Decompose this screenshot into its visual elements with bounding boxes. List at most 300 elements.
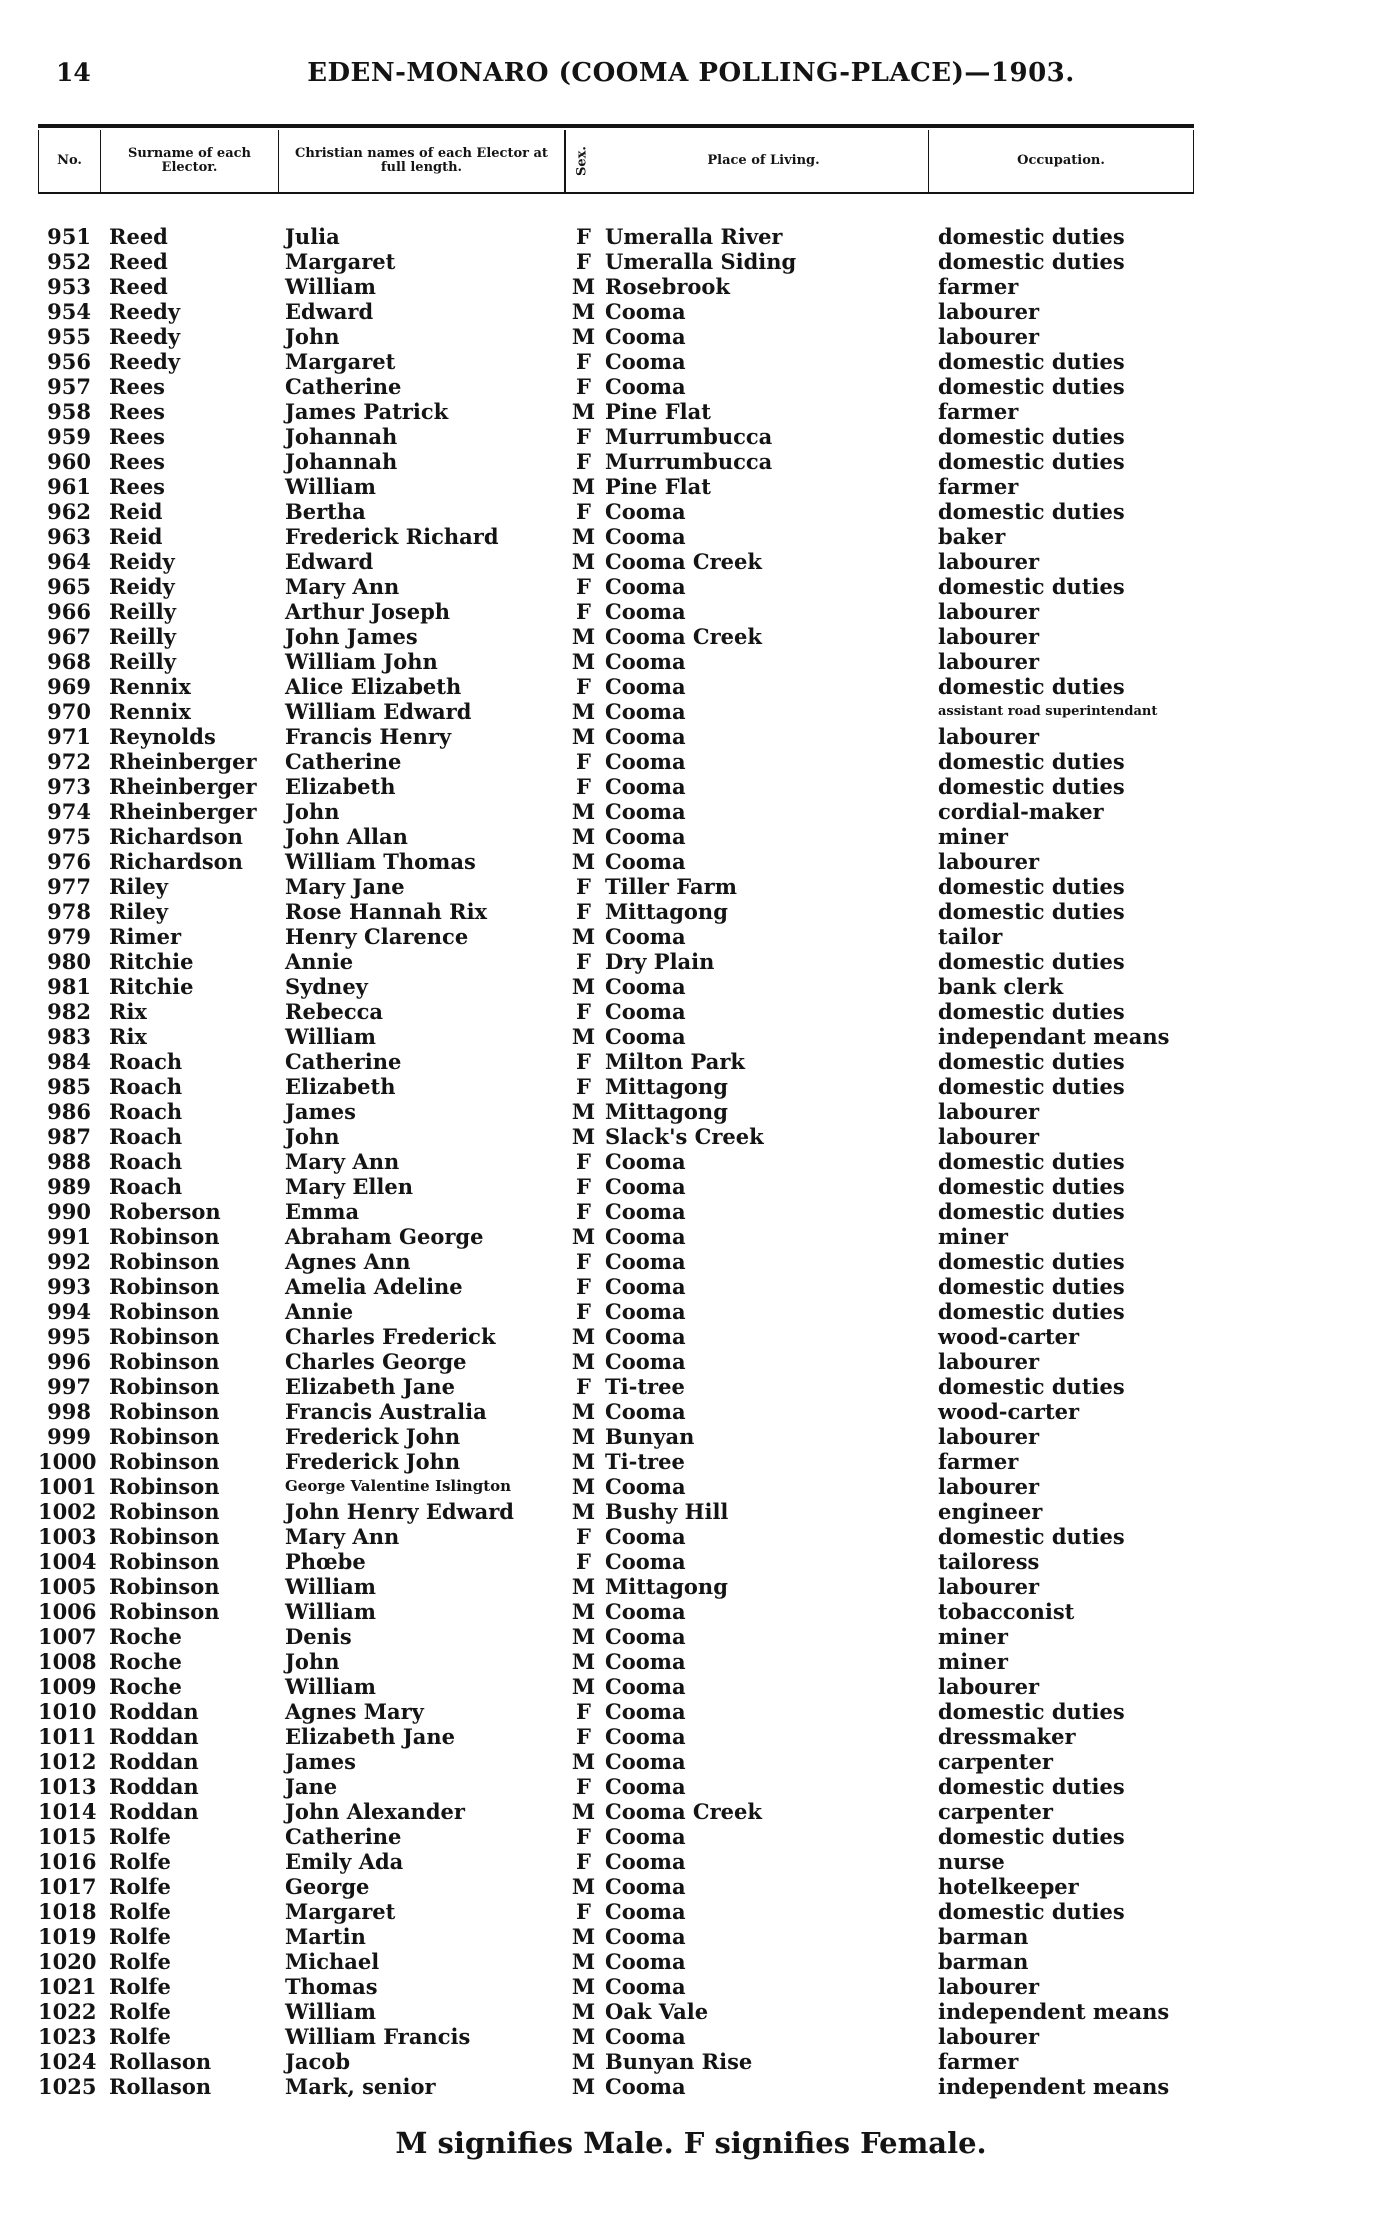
elector-number: 1003 xyxy=(38,1524,97,1549)
elector-christian-names: Abraham George xyxy=(285,1224,484,1249)
elector-surname: Reedy xyxy=(109,299,181,324)
elector-place: Cooma xyxy=(605,574,686,599)
elector-christian-names: John Alexander xyxy=(285,1799,465,1824)
elector-occupation: domestic duties xyxy=(938,1199,1125,1224)
table-row xyxy=(38,424,1194,449)
elector-occupation: domestic duties xyxy=(938,999,1125,1024)
elector-occupation: farmer xyxy=(938,399,1019,424)
elector-place: Rosebrook xyxy=(605,274,730,299)
elector-place: Cooma xyxy=(605,374,686,399)
elector-sex: F xyxy=(576,949,591,974)
elector-surname: Robinson xyxy=(109,1549,220,1574)
elector-surname: Rix xyxy=(109,999,147,1024)
elector-place: Milton Park xyxy=(605,1049,745,1074)
elector-place: Cooma xyxy=(605,1749,686,1774)
elector-occupation: domestic duties xyxy=(938,874,1125,899)
elector-surname: Rolfe xyxy=(109,1824,171,1849)
elector-number: 951 xyxy=(47,224,91,249)
table-row xyxy=(38,2024,1194,2049)
elector-number: 984 xyxy=(47,1049,91,1074)
elector-place: Cooma xyxy=(605,299,686,324)
elector-occupation: domestic duties xyxy=(938,949,1125,974)
elector-number: 1011 xyxy=(38,1724,97,1749)
elector-place: Cooma xyxy=(605,1149,686,1174)
elector-place: Cooma xyxy=(605,1324,686,1349)
elector-sex: M xyxy=(571,1399,596,1424)
elector-surname: Rees xyxy=(109,399,165,424)
elector-surname: Reidy xyxy=(109,574,175,599)
elector-surname: Roach xyxy=(109,1074,183,1099)
elector-place: Mittagong xyxy=(605,1074,728,1099)
elector-place: Cooma Creek xyxy=(605,624,762,649)
elector-sex: M xyxy=(571,2024,596,2049)
elector-number: 1006 xyxy=(38,1599,97,1624)
table-row xyxy=(38,699,1194,724)
elector-christian-names: Denis xyxy=(285,1624,352,1649)
elector-place: Cooma xyxy=(605,1024,686,1049)
elector-place: Oak Vale xyxy=(605,1999,709,2024)
elector-sex: M xyxy=(571,1224,596,1249)
elector-occupation: labourer xyxy=(938,649,1040,674)
elector-occupation: carpenter xyxy=(938,1799,1053,1824)
elector-sex: F xyxy=(576,874,591,899)
page-number: 14 xyxy=(56,58,91,87)
elector-occupation: domestic duties xyxy=(938,1049,1125,1074)
elector-occupation: labourer xyxy=(938,599,1040,624)
elector-sex: M xyxy=(571,1924,596,1949)
elector-surname: Robinson xyxy=(109,1574,220,1599)
elector-christian-names: Mary Ann xyxy=(285,574,400,599)
elector-surname: Rollason xyxy=(109,2074,212,2099)
elector-occupation: independant means xyxy=(938,1024,1170,1049)
elector-sex: M xyxy=(571,1674,596,1699)
elector-sex: M xyxy=(571,699,596,724)
elector-number: 1010 xyxy=(38,1699,97,1724)
elector-christian-names: Arthur Joseph xyxy=(285,599,451,624)
elector-christian-names: Frederick John xyxy=(285,1449,461,1474)
page-header xyxy=(0,58,1382,98)
elector-occupation: cordial-maker xyxy=(938,799,1104,824)
elector-place: Cooma Creek xyxy=(605,549,762,574)
elector-christian-names: Francis Australia xyxy=(285,1399,487,1424)
elector-christian-names: Margaret xyxy=(285,349,396,374)
elector-sex: M xyxy=(571,1349,596,1374)
elector-christian-names: John xyxy=(285,324,340,349)
elector-sex: F xyxy=(576,674,591,699)
table-row xyxy=(38,574,1194,599)
elector-occupation: labourer xyxy=(938,724,1040,749)
elector-number: 969 xyxy=(47,674,91,699)
elector-christian-names: Mary Ann xyxy=(285,1524,400,1549)
elector-christian-names: William xyxy=(285,1024,376,1049)
elector-sex: M xyxy=(571,1499,596,1524)
elector-occupation: bank clerk xyxy=(938,974,1064,999)
elector-christian-names: William xyxy=(285,1999,376,2024)
elector-number: 966 xyxy=(47,599,91,624)
elector-sex: F xyxy=(576,1549,591,1574)
elector-place: Cooma xyxy=(605,1849,686,1874)
elector-surname: Rees xyxy=(109,374,165,399)
elector-surname: Rheinberger xyxy=(109,799,257,824)
elector-place: Cooma xyxy=(605,1899,686,1924)
table-row xyxy=(38,849,1194,874)
elector-surname: Reynolds xyxy=(109,724,216,749)
elector-number: 1022 xyxy=(38,1999,97,2024)
elector-sex: M xyxy=(571,1574,596,1599)
elector-christian-names: John Allan xyxy=(285,824,408,849)
elector-surname: Roche xyxy=(109,1649,182,1674)
elector-sex: M xyxy=(571,1999,596,2024)
sex-legend: M signifies Male. F signifies Female. xyxy=(395,2126,987,2160)
elector-occupation: labourer xyxy=(938,1674,1040,1699)
elector-christian-names: William xyxy=(285,1574,376,1599)
elector-christian-names: Johannah xyxy=(285,424,398,449)
elector-place: Murrumbucca xyxy=(605,424,773,449)
elector-christian-names: Michael xyxy=(285,1949,380,1974)
table-row xyxy=(38,874,1194,899)
elector-sex: F xyxy=(576,249,591,274)
elector-sex: F xyxy=(576,224,591,249)
elector-number: 1007 xyxy=(38,1624,97,1649)
elector-number: 968 xyxy=(47,649,91,674)
table-row xyxy=(38,624,1194,649)
elector-christian-names: Agnes Mary xyxy=(285,1699,424,1724)
elector-christian-names: John Henry Edward xyxy=(285,1499,514,1524)
elector-sex: M xyxy=(571,1124,596,1149)
elector-christian-names: Edward xyxy=(285,549,374,574)
elector-occupation: labourer xyxy=(938,549,1040,574)
elector-sex: M xyxy=(571,1324,596,1349)
elector-number: 970 xyxy=(47,699,91,724)
elector-christian-names: James Patrick xyxy=(285,399,449,424)
table-row xyxy=(38,449,1194,474)
table-row xyxy=(38,1774,1194,1799)
elector-christian-names: John xyxy=(285,799,340,824)
elector-place: Cooma xyxy=(605,799,686,824)
table-row xyxy=(38,799,1194,824)
elector-occupation: miner xyxy=(938,1624,1008,1649)
elector-place: Cooma xyxy=(605,1274,686,1299)
elector-occupation: carpenter xyxy=(938,1749,1053,1774)
elector-number: 962 xyxy=(47,499,91,524)
elector-christian-names: Elizabeth Jane xyxy=(285,1374,455,1399)
elector-surname: Rheinberger xyxy=(109,774,257,799)
elector-sex: M xyxy=(571,1424,596,1449)
elector-place: Cooma xyxy=(605,974,686,999)
table-row xyxy=(38,1974,1194,1999)
elector-place: Cooma xyxy=(605,1924,686,1949)
elector-occupation: domestic duties xyxy=(938,1774,1125,1799)
table-row xyxy=(38,324,1194,349)
table-row xyxy=(38,724,1194,749)
elector-christian-names: William John xyxy=(285,649,438,674)
elector-place: Bunyan xyxy=(605,1424,695,1449)
elector-christian-names: Johannah xyxy=(285,449,398,474)
elector-christian-names: Henry Clarence xyxy=(285,924,469,949)
elector-number: 963 xyxy=(47,524,91,549)
table-row xyxy=(38,749,1194,774)
elector-number: 1025 xyxy=(38,2074,97,2099)
elector-christian-names: James xyxy=(285,1099,356,1124)
elector-sex: M xyxy=(571,1449,596,1474)
elector-occupation: labourer xyxy=(938,1974,1040,1999)
elector-christian-names: Agnes Ann xyxy=(285,1249,411,1274)
elector-surname: Rix xyxy=(109,1024,147,1049)
elector-sex: M xyxy=(571,1599,596,1624)
elector-number: 975 xyxy=(47,824,91,849)
elector-place: Cooma xyxy=(605,1974,686,1999)
page-title: EDEN-MONARO (COOMA POLLING-PLACE)—1903. xyxy=(307,58,1075,88)
elector-surname: Reidy xyxy=(109,549,175,574)
elector-occupation: domestic duties xyxy=(938,1249,1125,1274)
elector-place: Bushy Hill xyxy=(605,1499,729,1524)
elector-christian-names: Frederick John xyxy=(285,1424,461,1449)
elector-occupation: tailor xyxy=(938,924,1003,949)
table-row xyxy=(38,274,1194,299)
elector-sex: F xyxy=(576,599,591,624)
elector-christian-names: George Valentine Islington xyxy=(285,1477,512,1495)
elector-surname: Rees xyxy=(109,474,165,499)
elector-occupation: barman xyxy=(938,1924,1029,1949)
elector-occupation: domestic duties xyxy=(938,674,1125,699)
elector-sex: M xyxy=(571,924,596,949)
col-header-occupation: Occupation. xyxy=(929,130,1194,192)
elector-number: 1002 xyxy=(38,1499,97,1524)
elector-place: Mittagong xyxy=(605,1574,728,1599)
elector-place: Bunyan Rise xyxy=(605,2049,753,2074)
elector-number: 1017 xyxy=(38,1874,97,1899)
elector-number: 957 xyxy=(47,374,91,399)
elector-number: 1019 xyxy=(38,1924,97,1949)
elector-occupation: domestic duties xyxy=(938,749,1125,774)
elector-place: Cooma xyxy=(605,1824,686,1849)
elector-surname: Rolfe xyxy=(109,1924,171,1949)
col-header-surname: Surname of each Elector. xyxy=(101,130,279,192)
elector-surname: Roddan xyxy=(109,1749,199,1774)
table-row xyxy=(38,549,1194,574)
elector-surname: Reilly xyxy=(109,599,176,624)
elector-surname: Robinson xyxy=(109,1299,220,1324)
elector-occupation: nurse xyxy=(938,1849,1005,1874)
table-row xyxy=(38,1199,1194,1224)
elector-place: Cooma xyxy=(605,1249,686,1274)
elector-place: Tiller Farm xyxy=(605,874,737,899)
column-headers xyxy=(38,130,1194,194)
elector-christian-names: William xyxy=(285,274,376,299)
elector-surname: Ritchie xyxy=(109,974,194,999)
elector-place: Cooma xyxy=(605,1224,686,1249)
elector-sex: F xyxy=(576,499,591,524)
elector-occupation: wood-carter xyxy=(938,1324,1080,1349)
elector-place: Cooma xyxy=(605,1524,686,1549)
elector-surname: Reed xyxy=(109,274,168,299)
table-row xyxy=(38,974,1194,999)
elector-number: 976 xyxy=(47,849,91,874)
elector-occupation: domestic duties xyxy=(938,374,1125,399)
elector-occupation: labourer xyxy=(938,1124,1040,1149)
elector-sex: F xyxy=(576,1274,591,1299)
col-header-sex: Sex. xyxy=(565,130,599,192)
elector-sex: F xyxy=(576,1299,591,1324)
elector-occupation: domestic duties xyxy=(938,574,1125,599)
elector-christian-names: Catherine xyxy=(285,374,402,399)
elector-surname: Rees xyxy=(109,424,165,449)
elector-christian-names: Jacob xyxy=(285,2049,351,2074)
elector-sex: M xyxy=(571,1099,596,1124)
table-row xyxy=(38,924,1194,949)
elector-number: 999 xyxy=(47,1424,91,1449)
table-row xyxy=(38,1274,1194,1299)
elector-place: Cooma xyxy=(605,1624,686,1649)
elector-number: 1000 xyxy=(38,1449,97,1474)
elector-christian-names: James xyxy=(285,1749,356,1774)
elector-number: 1012 xyxy=(38,1749,97,1774)
elector-number: 955 xyxy=(47,324,91,349)
elector-number: 980 xyxy=(47,949,91,974)
elector-number: 1021 xyxy=(38,1974,97,1999)
elector-place: Cooma xyxy=(605,499,686,524)
elector-place: Cooma xyxy=(605,1699,686,1724)
table-row xyxy=(38,1499,1194,1524)
elector-christian-names: Mary Ellen xyxy=(285,1174,414,1199)
elector-sex: M xyxy=(571,274,596,299)
table-row xyxy=(38,1574,1194,1599)
table-row xyxy=(38,499,1194,524)
elector-occupation: independent means xyxy=(938,2074,1170,2099)
elector-sex: M xyxy=(571,2074,596,2099)
elector-place: Cooma xyxy=(605,1949,686,1974)
table-row xyxy=(38,1474,1194,1499)
elector-occupation: domestic duties xyxy=(938,1374,1125,1399)
table-row xyxy=(38,1449,1194,1474)
table-row xyxy=(38,599,1194,624)
elector-surname: Reid xyxy=(109,524,163,549)
elector-place: Ti-tree xyxy=(605,1449,685,1474)
elector-place: Cooma xyxy=(605,2074,686,2099)
elector-number: 960 xyxy=(47,449,91,474)
elector-number: 991 xyxy=(47,1224,91,1249)
elector-surname: Roach xyxy=(109,1049,183,1074)
elector-occupation: labourer xyxy=(938,1474,1040,1499)
elector-number: 981 xyxy=(47,974,91,999)
elector-number: 998 xyxy=(47,1399,91,1424)
elector-surname: Robinson xyxy=(109,1249,220,1274)
col-header-no: No. xyxy=(38,130,101,192)
elector-occupation: hotelkeeper xyxy=(938,1874,1079,1899)
elector-place: Cooma xyxy=(605,2024,686,2049)
elector-occupation: farmer xyxy=(938,474,1019,499)
elector-christian-names: Jane xyxy=(285,1774,338,1799)
elector-number: 965 xyxy=(47,574,91,599)
table-row xyxy=(38,1949,1194,1974)
elector-number: 958 xyxy=(47,399,91,424)
elector-occupation: labourer xyxy=(938,624,1040,649)
elector-place: Cooma xyxy=(605,1649,686,1674)
table-row xyxy=(38,1224,1194,1249)
elector-place: Murrumbucca xyxy=(605,449,773,474)
elector-christian-names: Mary Jane xyxy=(285,874,405,899)
elector-occupation: miner xyxy=(938,1224,1008,1249)
elector-place: Cooma xyxy=(605,1349,686,1374)
elector-sex: F xyxy=(576,1149,591,1174)
elector-surname: Roberson xyxy=(109,1199,221,1224)
elector-number: 1014 xyxy=(38,1799,97,1824)
elector-sex: M xyxy=(571,1024,596,1049)
elector-sex: F xyxy=(576,449,591,474)
elector-place: Cooma xyxy=(605,1674,686,1699)
elector-occupation: farmer xyxy=(938,1449,1019,1474)
elector-christian-names: Charles Frederick xyxy=(285,1324,496,1349)
table-row xyxy=(38,1024,1194,1049)
table-row xyxy=(38,1899,1194,1924)
elector-sex: M xyxy=(571,524,596,549)
elector-number: 961 xyxy=(47,474,91,499)
elector-sex: M xyxy=(571,824,596,849)
elector-occupation: labourer xyxy=(938,299,1040,324)
elector-christian-names: Catherine xyxy=(285,1049,402,1074)
elector-sex: M xyxy=(571,399,596,424)
elector-place: Cooma xyxy=(605,1874,686,1899)
col-header-place: Place of Living. xyxy=(599,130,929,192)
elector-occupation: domestic duties xyxy=(938,1174,1125,1199)
elector-place: Cooma xyxy=(605,349,686,374)
table-row xyxy=(38,1324,1194,1349)
elector-sex: F xyxy=(576,374,591,399)
elector-occupation: farmer xyxy=(938,2049,1019,2074)
elector-occupation: domestic duties xyxy=(938,424,1125,449)
elector-surname: Roddan xyxy=(109,1724,199,1749)
elector-surname: Robinson xyxy=(109,1499,220,1524)
elector-christian-names: Annie xyxy=(285,949,354,974)
table-row xyxy=(38,1874,1194,1899)
elector-surname: Richardson xyxy=(109,824,243,849)
elector-place: Cooma xyxy=(605,774,686,799)
elector-place: Cooma xyxy=(605,1199,686,1224)
table-row xyxy=(38,1349,1194,1374)
elector-place: Cooma xyxy=(605,524,686,549)
elector-surname: Rolfe xyxy=(109,1899,171,1924)
elector-place: Mittagong xyxy=(605,899,728,924)
elector-number: 989 xyxy=(47,1174,91,1199)
elector-sex: M xyxy=(571,1649,596,1674)
elector-number: 956 xyxy=(47,349,91,374)
elector-christian-names: Emma xyxy=(285,1199,360,1224)
elector-sex: F xyxy=(576,1074,591,1099)
table-row xyxy=(38,1374,1194,1399)
elector-christian-names: George xyxy=(285,1874,370,1899)
elector-sex: M xyxy=(571,549,596,574)
table-row xyxy=(38,1724,1194,1749)
elector-occupation: domestic duties xyxy=(938,1149,1125,1174)
elector-occupation: barman xyxy=(938,1949,1029,1974)
elector-surname: Riley xyxy=(109,899,168,924)
elector-number: 971 xyxy=(47,724,91,749)
table-row xyxy=(38,299,1194,324)
elector-sex: F xyxy=(576,1249,591,1274)
elector-number: 977 xyxy=(47,874,91,899)
elector-place: Cooma xyxy=(605,1299,686,1324)
elector-sex: M xyxy=(571,974,596,999)
elector-number: 1015 xyxy=(38,1824,97,1849)
elector-surname: Rimer xyxy=(109,924,182,949)
elector-sex: F xyxy=(576,1174,591,1199)
elector-christian-names: Thomas xyxy=(285,1974,378,1999)
table-row xyxy=(38,1599,1194,1624)
elector-number: 973 xyxy=(47,774,91,799)
elector-sex: M xyxy=(571,1949,596,1974)
elector-sex: F xyxy=(576,1699,591,1724)
elector-number: 964 xyxy=(47,549,91,574)
